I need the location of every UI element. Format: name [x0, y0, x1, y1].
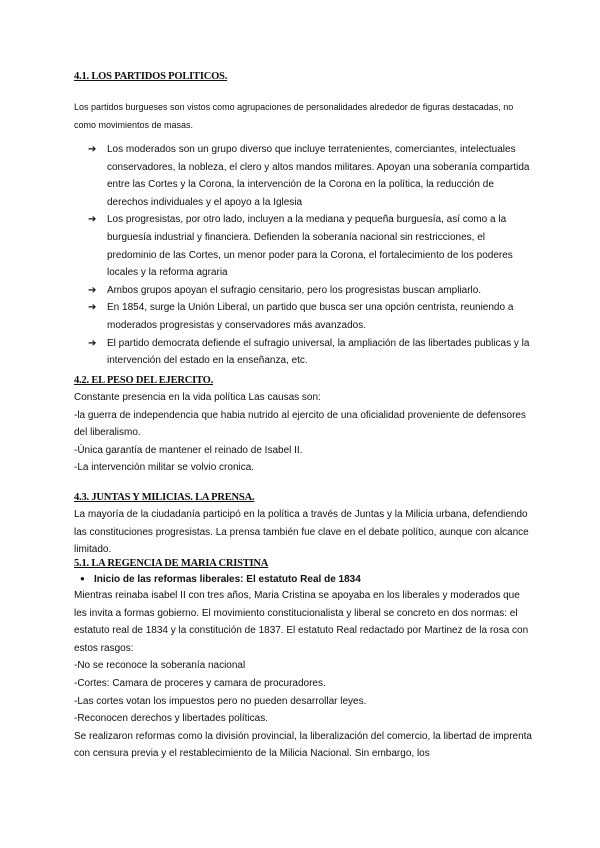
bullet-text: Los moderados son un grupo diverso que incluye terratenientes, comerciantes, intelectuales conservadores, la nobleza, el clero y altos mandos militares. Apoyan una soberanía compartida entre las Cortes y la Corona, la intervención de la Corona en la política, la reducción de derechos individuales y el apoyo a la Iglesia	[107, 144, 530, 208]
text-line: -Reconocen derechos y libertades políticas.	[74, 713, 268, 725]
section-5-1-paragraph: Mientras reinaba isabel II con tres años, Maria Cristina se apoyaba en los liberales y moderados que les invita a formas gobierno. El movimiento constitucionalista y liberal se concreto en dos normas: el estatuto real de 1834 y la constitución de 1837. El estatuto Real redactado por Martinez de la rosa con estos rasgos:	[74, 590, 529, 654]
section-5-1-closing: Se realizaron reformas como la división provincial, la liberalización del comercio, la libertad de imprenta con censura previa y el restablecimiento de la Milicia Nacional. Sin embargo, los	[74, 730, 532, 760]
text-line: -la guerra de independencia que habia nutrido al ejercito de una oficialidad proveniente de defensores del liberalismo.	[74, 409, 526, 439]
section-4-2-body	[74, 389, 534, 477]
section-4-2-title: 4.2. EL PESO DEL EJERCITO.	[74, 375, 214, 386]
text-line: -Las cortes votan los impuestos pero no pueden desarrollar leyes.	[74, 695, 367, 707]
subheading-text: Inicio de las reformas liberales: El estatuto Real de 1834	[94, 574, 361, 585]
bullet-text: En 1854, surge la Unión Liberal, un partido que busca ser una opción centrista, reuniendo a moderados progresistas y conservadores más avanzados.	[107, 302, 514, 331]
bullet-dot-icon: ●	[80, 574, 85, 583]
bullet-text: El partido democrata defiende el sufragio universal, la ampliación de las libertades publicas y la intervención del estado en la enseñanza, etc.	[107, 337, 530, 367]
text-line: -La intervención militar se volvio cronica.	[74, 462, 255, 474]
section-4-1-title: 4.1. LOS PARTIDOS POLITICOS.	[74, 71, 228, 82]
list-item	[88, 335, 534, 370]
text-line: -Cortes: Camara de proceres y camara de procuradores.	[74, 677, 326, 689]
section-4-3-text: La mayoría de la ciudadanía participó en la política a través de Juntas y la Milicia urbana, defendiendo las constituciones progresistas. La prensa también fue clave en el debate político, aunque con alcance limitado.	[74, 509, 529, 556]
section-5-1-title: 5.1. LA REGENCIA DE MARIA CRISTINA	[74, 558, 269, 569]
list-item	[88, 282, 534, 300]
list-item	[88, 299, 534, 334]
section-4-3-title: 4.3. JUNTAS Y MILICIAS. LA PRENSA.	[74, 492, 255, 503]
section-5-1-subheading	[80, 574, 534, 585]
text-line: Constante presencia en la vida política Las causas son:	[74, 392, 321, 403]
section-4-1-intro: Los partidos burgueses son vistos como agrupaciones de personalidades alrededor de figuras destacadas, no como movimientos de masas.	[74, 102, 514, 130]
arrow-icon: ➔	[88, 214, 97, 226]
text-line: -Única garantía de mantener el reinado de Isabel II.	[74, 444, 303, 456]
text-line: -No se reconoce la soberanía nacional	[74, 660, 246, 672]
bullet-text: Los progresistas, por otro lado, incluyen a la mediana y pequeña burguesía, así como a la burguesía industrial y financiera. Defienden la soberanía nacional sin restricciones, el predominio de las Cortes, un menor poder para la Corona, el fortalecimiento de los poderes locales y la reforma agraria	[107, 214, 513, 279]
arrow-icon: ➔	[88, 144, 97, 155]
list-item	[88, 211, 534, 281]
section-4-1-bullet-list	[88, 141, 534, 370]
arrow-icon: ➔	[88, 302, 97, 314]
section-5-1-content	[0, 574, 600, 763]
section-5-1-rasgos	[74, 657, 534, 727]
arrow-icon: ➔	[88, 284, 97, 296]
arrow-icon: ➔	[88, 337, 97, 349]
bullet-text: Ambos grupos apoyan el sufragio censitario, pero los progresistas buscan ampliarlo.	[107, 284, 482, 296]
list-item	[88, 141, 534, 211]
